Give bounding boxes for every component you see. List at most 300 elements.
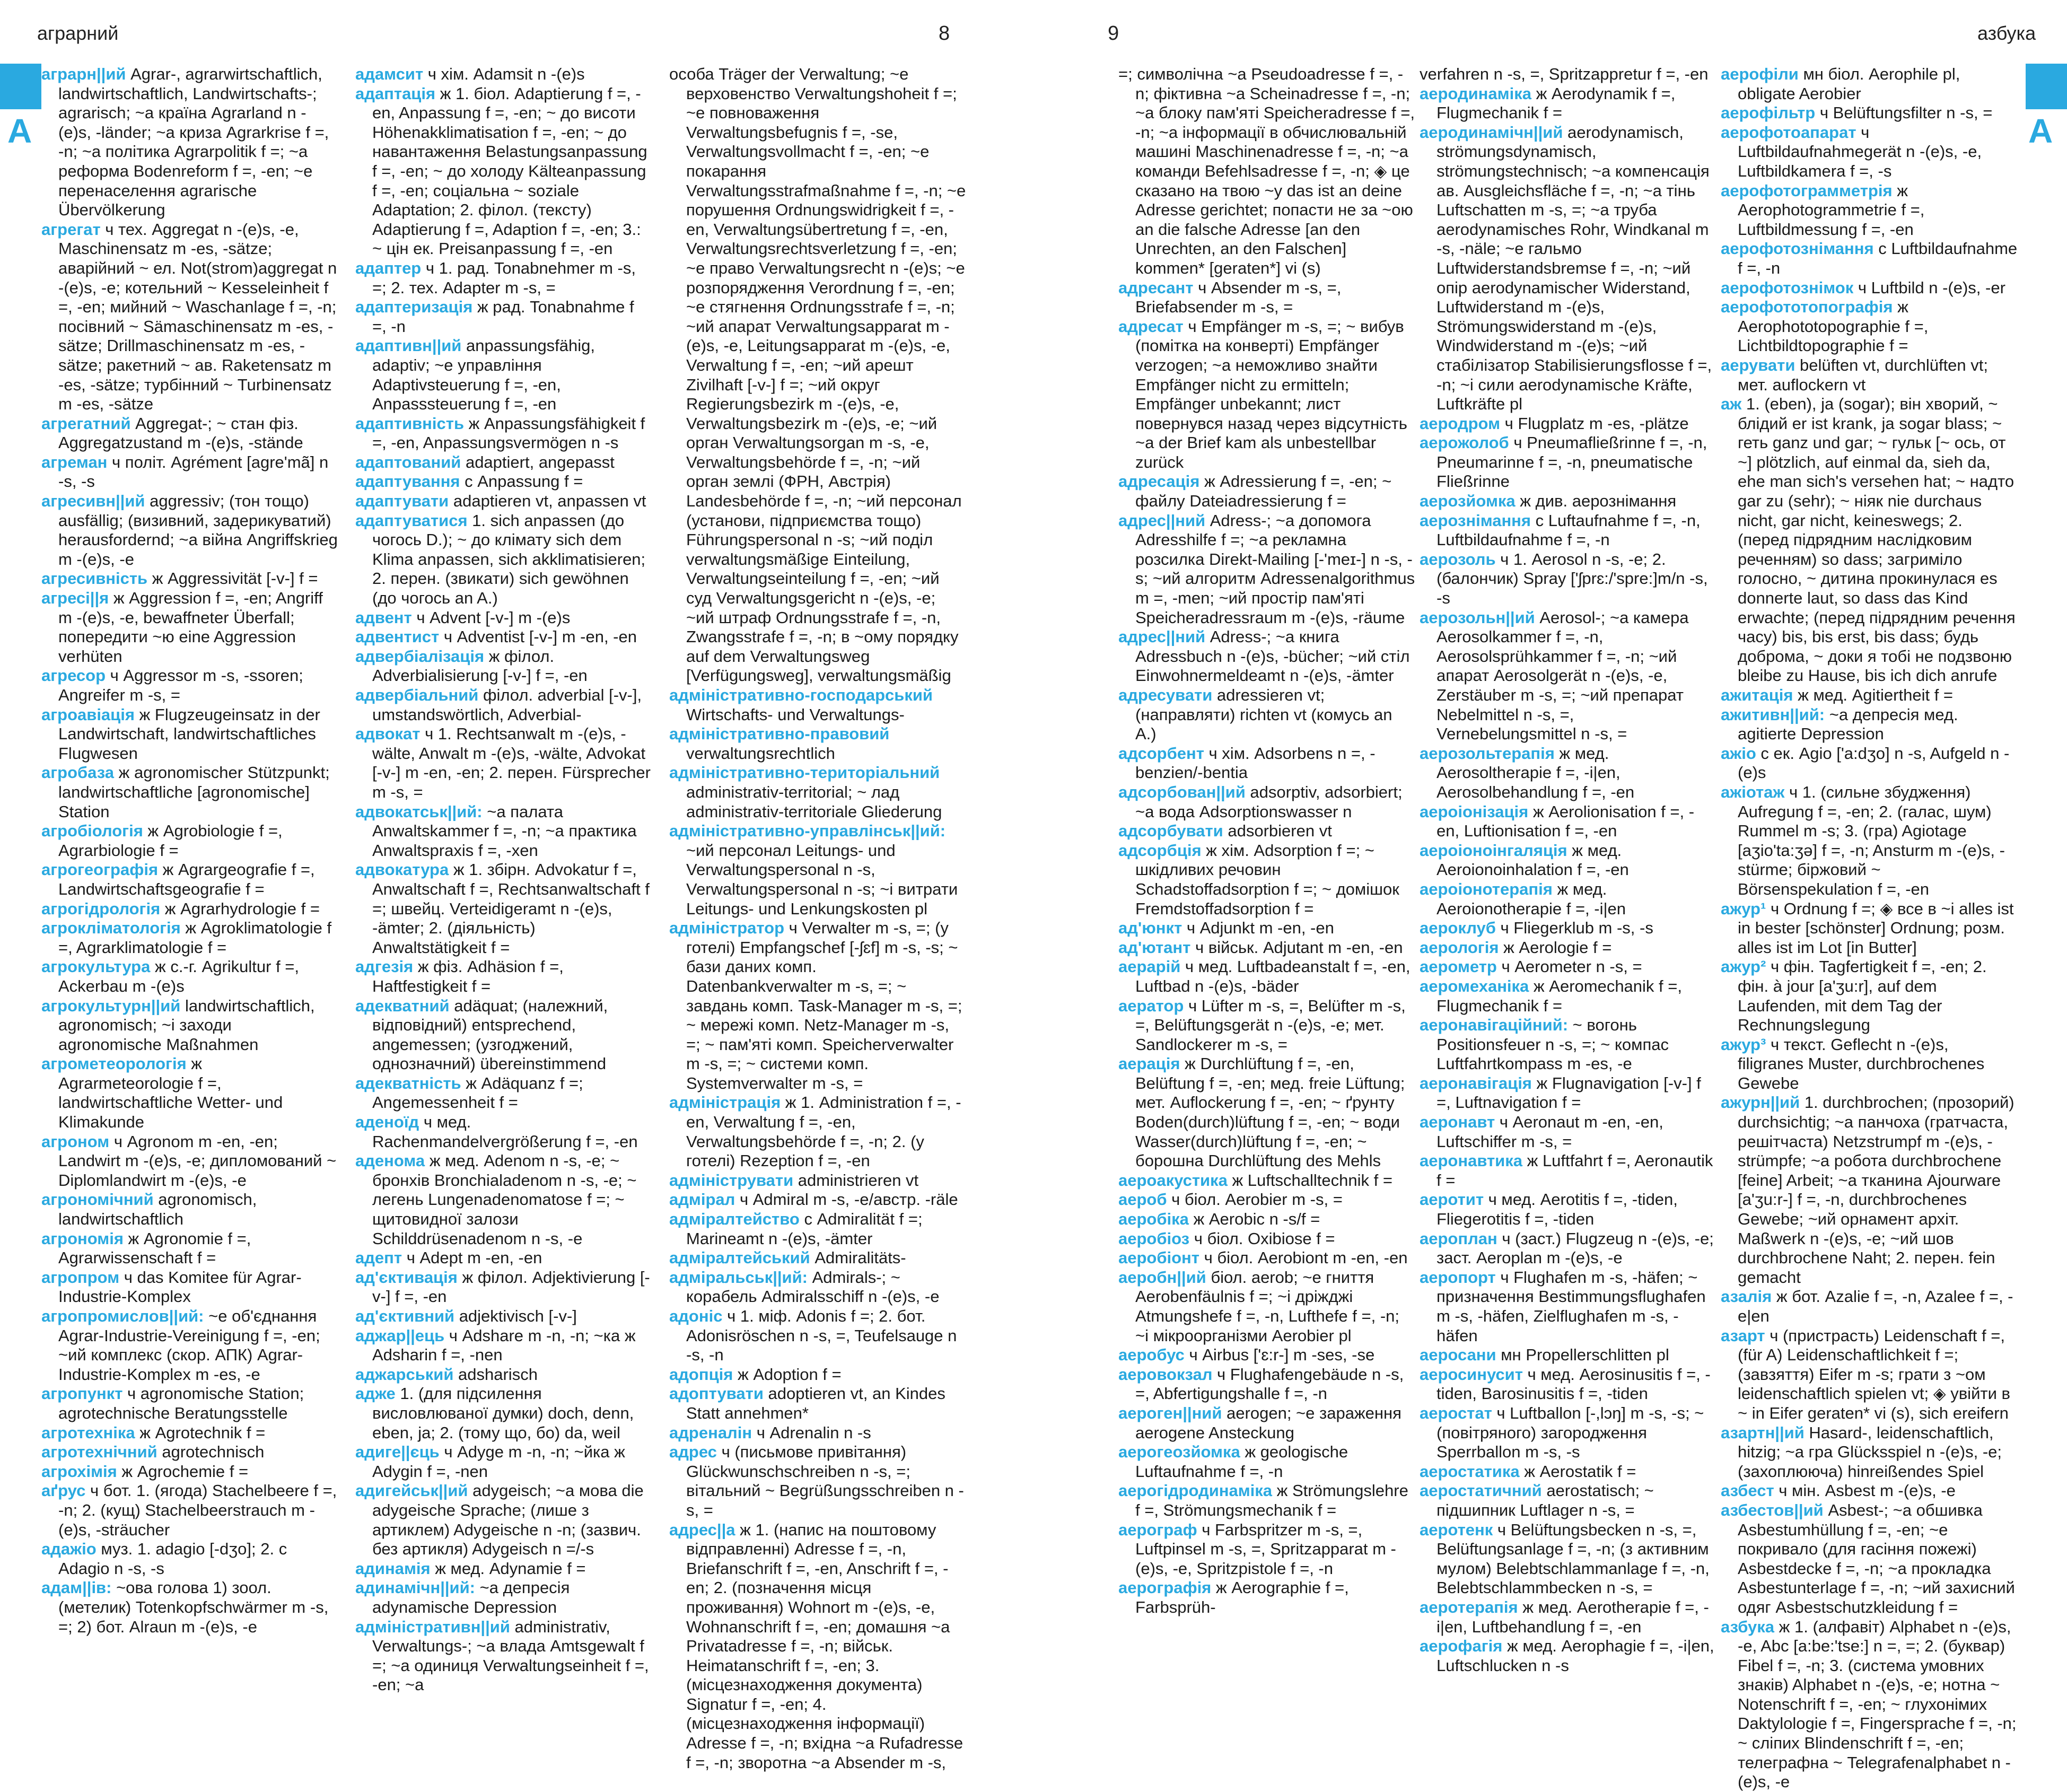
entry-definition: 1. (eben), ja (sogar); він хворий, ~ блідий er ist krank, ja sogar blass; ~ геть ganz und gar; ~ гульк [~ ось, от ~] plötzlich, auf einmal da, sieh da, ehe man sich's versehen hat; ~ надто gar zu (sehr); ~ ніяк nie durchaus nicht, gar nicht, keineswegs; 2. (перед підрядним наслідковим реченням) so dass; загриміло голосно, ~ дитина прокинулася es donnerte laut, so dass das Kind erwachte; (перед підрядним речення часу) bis, bis erst, bis dass; будь доброма, ~ доки я тобі не подзвоню bleibe zu Hause, bis ich dich anrufe xyxy=(1738,395,2016,685)
entry-headword: агресивність xyxy=(41,569,148,588)
entry-definition: ч Ordnung f =; ◈ все в ~і alles ist in bester [schönster] Ordnung; розм. alles ist im Lot [in Butter] xyxy=(1738,899,2014,957)
entry-headword: агрокліматологія xyxy=(41,919,181,938)
entry-headword: адміністративно-управлінськ||ий: xyxy=(669,821,946,841)
entry-headword: адекватність xyxy=(355,1073,461,1092)
entry-definition: Wirtschafts- und Verwaltungs- xyxy=(686,705,905,724)
entry-definition: adygeisch; ~а мова die adygeische Sprache; (лише з артиклем) Adygeische n -n; (зазвич. без артикля) Adygeisch n =/-s xyxy=(372,1481,644,1559)
entry-definition: anpassungsfähig, adaptiv; ~е управління Adaptivsteuerung f =, -en, Anpasssteuerung f =, -en xyxy=(372,336,595,414)
dictionary-entry xyxy=(41,1190,338,1229)
entry-definition: ч Agronom m -en, -en; Landwirt m -(e)s, -e; дипломований ~ Diplomlandwirt m -(e)s, -e xyxy=(58,1132,337,1190)
entry-headword: адсорбент xyxy=(1118,744,1204,763)
dictionary-entry xyxy=(41,589,338,666)
entry-definition: ж мед. Adynamie f = xyxy=(435,1559,586,1578)
entry-headword: аеронавігаційний: xyxy=(1420,1016,1569,1035)
entry-definition: ~а палата Anwaltskammer f =, -n; ~а практика Anwaltspraxis f =, -xen xyxy=(372,802,637,860)
dictionary-entry xyxy=(41,1462,338,1482)
entry-definition: ч Fliegerklub m -s, -s xyxy=(1500,919,1653,938)
dictionary-entry xyxy=(41,821,338,860)
entry-headword: агропункт xyxy=(41,1384,123,1403)
dictionary-entry xyxy=(1118,627,1415,686)
dictionary-entry xyxy=(1721,1326,2018,1423)
dictionary-entry xyxy=(1721,1093,2018,1287)
dictionary-column xyxy=(1118,65,1415,1616)
dictionary-entry xyxy=(1721,1618,2018,1792)
entry-definition: с Admiralität f =; Marineamt n -(e)s, -ämter xyxy=(686,1210,923,1248)
letter-tab-left xyxy=(0,64,41,109)
dictionary-entry xyxy=(1118,1404,1415,1443)
dictionary-entry xyxy=(355,414,652,453)
dictionary-entry xyxy=(41,569,338,589)
dictionary-entry xyxy=(1420,1520,1716,1598)
dictionary-entry xyxy=(1420,1016,1716,1074)
entry-headword: аеробіонт xyxy=(1118,1248,1199,1267)
dictionary-entry xyxy=(355,1559,652,1579)
dictionary-entry xyxy=(355,1113,652,1151)
entry-headword: адаптер xyxy=(355,258,422,277)
dictionary-entry xyxy=(1721,239,2018,278)
entry-headword: адресат xyxy=(1118,317,1184,336)
entry-definition: ж мед. Aerophagie f =, -i|en, Luftschlucken n -s xyxy=(1437,1637,1714,1675)
entry-headword: ажурн||ий xyxy=(1721,1093,1800,1112)
entry-definition: ч agronomische Station; agrotechnische Beratungsstelle xyxy=(58,1384,304,1422)
dictionary-entry xyxy=(1420,744,1716,802)
dictionary-entry xyxy=(1721,298,2018,356)
entry-headword: аеробіоз xyxy=(1118,1229,1190,1248)
entry-headword: аеростатика xyxy=(1420,1462,1520,1481)
entry-definition: ч 1. Aerosol n -s, -e; 2. (балончик) Spray ['ʃprɛ:/'spre:]m/n -s, -s xyxy=(1437,549,1708,608)
entry-headword: аероб xyxy=(1118,1190,1167,1209)
entry-definition: с Luftaufnahme f =, -n, Luftbildaufnahme f =, -n xyxy=(1437,511,1701,549)
entry-headword: адинамічн||ий: xyxy=(355,1578,475,1597)
entry-headword: ажур² xyxy=(1721,957,1766,976)
entry-headword: азбестов||ий xyxy=(1721,1500,1824,1519)
entry-headword: аж xyxy=(1721,395,1742,414)
entry-definition: ч 1. міф. Adonis f =; 2. бот. Adonisröschen n -s, =, Teufelsauge n -s, -n xyxy=(686,1307,957,1365)
entry-headword: аеровокзал xyxy=(1118,1365,1213,1384)
dictionary-entry xyxy=(669,65,966,686)
entry-definition: ч Adrenalin n -s xyxy=(756,1423,871,1442)
dictionary-entry xyxy=(1420,1345,1716,1365)
dictionary-entry xyxy=(41,1384,338,1423)
entry-definition: ч політ. Agrément [agre'mã] n -s, -s xyxy=(58,452,329,491)
dictionary-entry xyxy=(1721,1481,2018,1501)
entry-headword: аерофільтр xyxy=(1721,103,1816,123)
dictionary-entry xyxy=(1118,841,1415,919)
entry-definition: administrieren vt xyxy=(798,1170,919,1190)
dictionary-entry xyxy=(41,1229,338,1268)
entry-headword: адвокатськ||ий: xyxy=(355,802,483,821)
entry-definition: ж мед. Aeroionotherapie f =, -i|en xyxy=(1437,879,1626,918)
entry-headword: аерофотограмметрія xyxy=(1721,181,1893,200)
entry-definition: ч фін. Tagfertigkeit f =, -en; 2. фін. à jour [a'ʒu:r], auf dem Laufenden, mit dem Tag der Rechnungslegung xyxy=(1738,957,1987,1035)
entry-headword: адрес||ний xyxy=(1118,627,1206,646)
entry-definition: ж Anpassungsfähigkeit f =, -en, Anpassungsvermögen n -s xyxy=(372,414,645,452)
dictionary-entry xyxy=(1118,1268,1415,1345)
entry-headword: агротехнічний xyxy=(41,1443,157,1462)
entry-headword: агроавіація xyxy=(41,705,135,724)
entry-definition: ж 1. (алфавіт) Alphabet n -(e)s, -e, Abc [a:be:'tse:] n =, =; 2. (буквар) Fibel f =, -n; 3. (система умовних знаків) Alphabet n -(e)s, -e; нотна ~ Notenschrift f =, -en; ~ глухонімих Daktylologie f =, Fingersprache f =, -n; ~ сліпих Blindenschrift f =, -en; телеграфна ~ Telegrafenalphabet n -(e)s, -e xyxy=(1738,1617,2017,1791)
dictionary-entry xyxy=(1420,1481,1716,1520)
entry-definition: ч мед. Rachenmandelvergrößerung f =, -en xyxy=(372,1113,638,1151)
entry-headword: агробаза xyxy=(41,763,115,782)
entry-definition: ж Flugnavigation [-v-] f =, Luftnavigation f = xyxy=(1437,1073,1701,1112)
entry-definition: ж 1. Administration f =, -en, Verwaltung f =, -en, Verwaltungsbehörde f =, -n; 2. (у готелі) Rezeption f =, -en xyxy=(686,1093,961,1170)
dictionary-entry xyxy=(355,957,652,996)
entry-headword: адресант xyxy=(1118,278,1194,297)
entry-definition: ж с.-г. Agrikultur f =, Ackerbau m -(e)s xyxy=(58,957,300,995)
entry-headword: аеросинусит xyxy=(1420,1365,1523,1384)
entry-definition: adressieren vt; (направляти) richten vt (комусь an A.) xyxy=(1135,686,1392,744)
dictionary-entry xyxy=(1420,84,1716,123)
dictionary-entry xyxy=(355,724,652,802)
dictionary-entry xyxy=(355,996,652,1074)
entry-definition: ч Adjunkt m -en, -en xyxy=(1186,919,1334,938)
entry-definition: ж Flugzeugeinsatz in der Landwirtschaft, landwirtschaftliches Flugwesen xyxy=(58,705,320,763)
entry-headword: аерарій xyxy=(1118,957,1181,976)
dictionary-entry xyxy=(41,453,338,492)
entry-definition: ч Luftbildaufnahmegerät n -(e)s, -e, Luftbildkamera f =, -s xyxy=(1738,123,1982,180)
dictionary-entry xyxy=(1118,744,1415,783)
dictionary-entry xyxy=(1721,1501,2018,1618)
entry-definition: adaptieren vt, anpassen vt xyxy=(453,492,646,511)
dictionary-entry xyxy=(1420,1462,1716,1482)
entry-definition: ч тех. Aggregat n -(e)s, -e, Maschinensatz m -es, -sätze; аварійний ~ ел. Not(strom)aggregat n -(e)s, -e; котельний ~ Kesseleinheit f =, -en; мийний ~ Waschanlage f =, -n; посівний ~ Sämaschinensatz m -es, -sätze; Drillmaschinensatz m -es, -sätze; ракетний ~ ав. Raketensatz m -es, -sätze; турбінний ~ Turbinensatz m -es, -sätze xyxy=(58,220,337,414)
dictionary-entry xyxy=(1118,686,1415,744)
entry-headword: ажіо xyxy=(1721,744,1756,763)
dictionary-entry xyxy=(669,1443,966,1520)
entry-headword: аеросани xyxy=(1420,1345,1496,1365)
entry-definition: adsharisch xyxy=(458,1365,538,1384)
entry-headword: азалія xyxy=(1721,1287,1772,1306)
entry-definition: adäquat; (належний, відповідний) entsprechend, angemessen; (узгоджений, однозначний) übereinstimmend xyxy=(372,996,608,1073)
entry-headword: аероіонізація xyxy=(1420,802,1529,821)
entry-headword: агрономія xyxy=(41,1229,124,1248)
dictionary-entry xyxy=(1118,317,1415,473)
entry-headword: адміністративно-територіальний xyxy=(669,763,940,782)
entry-headword: азартн||ий xyxy=(1721,1423,1805,1442)
dictionary-entry xyxy=(1721,181,2018,240)
dictionary-column xyxy=(355,65,652,1694)
dictionary-entry xyxy=(1420,957,1716,977)
dictionary-entry xyxy=(355,1248,652,1268)
dictionary-entry xyxy=(1118,1578,1415,1617)
entry-headword: аграрн||ий xyxy=(41,65,126,83)
entry-definition: ~ий персонал Leitungs- und Verwaltungspersonal n -s, Verwaltungspersonal n -s; ~і витрати Leitungs- und Lenkungskosten pl xyxy=(686,841,958,918)
entry-definition: ж 1. збірн. Advokatur f =, Anwaltschaft f =, Rechtsanwaltschaft f =; швейц. Verteidigeramt n -(e)s, -ämter; 2. (діяльність) Anwaltstätigkeit f = xyxy=(372,860,650,957)
entry-headword: адигейськ||ий xyxy=(355,1481,468,1500)
entry-definition: ч Adshare m -n, -n; ~ка ж Adsharin f =, -nen xyxy=(372,1326,636,1365)
entry-headword: адсорбувати xyxy=(1118,821,1223,841)
entry-definition: ч Aggressor m -s, -ssoren; Angreifer m -s, = xyxy=(58,666,303,704)
dictionary-entry xyxy=(1118,1365,1415,1404)
dictionary-entry xyxy=(1420,123,1716,414)
entry-headword: адиге||єць xyxy=(355,1443,440,1462)
entry-definition: ж Aerophototopographie f =, Lichtbildtopographie f = xyxy=(1738,298,1929,355)
dictionary-entry xyxy=(1118,1190,1415,1210)
entry-definition: Asbest-; ~а обшивка Asbestumhüllung f =, -en; ~е покривало (для гасіння пожежі) Asbestdecke f =, -n; ~а прокладка Asbestunterlage f =, -n; ~ий захисний одяг Asbestschutzkleidung f = xyxy=(1738,1500,2015,1616)
entry-headword: адміністративно-правовий xyxy=(669,724,890,744)
entry-definition: ж Agrargeografie f =, Landwirtschaftsgeografie f = xyxy=(58,860,315,898)
entry-definition: ч хім. Adamsit n -(e)s xyxy=(427,65,585,83)
entry-headword: аденома xyxy=(355,1151,425,1170)
entry-headword: адвокат xyxy=(355,724,421,744)
entry-definition: ч Adventist [-v-] m -en, -en xyxy=(443,627,637,646)
entry-headword: аероіонотерапія xyxy=(1420,879,1553,898)
entry-headword: агропромислов||ий: xyxy=(41,1307,204,1325)
entry-headword: адміралтейство xyxy=(669,1210,800,1229)
entry-headword: агрохімія xyxy=(41,1462,117,1481)
entry-headword: аерофотознімок xyxy=(1721,278,1854,297)
entry-definition: agrotechnisch xyxy=(162,1443,265,1462)
dictionary-entry xyxy=(355,647,652,686)
dictionary-entry xyxy=(669,1190,966,1210)
entry-definition: с ек. Agio ['a:dʒo] n -s, Aufgeld n -(e)s xyxy=(1738,744,2010,782)
dictionary-entry xyxy=(1420,1074,1716,1113)
dictionary-entry xyxy=(1420,511,1716,550)
entry-headword: адаптивн||ий xyxy=(355,336,462,355)
entry-headword: агроном xyxy=(41,1132,110,1151)
dictionary-entry xyxy=(1721,395,2018,686)
entry-definition: 1. durchbrochen; (прозорий) durchsichtig; ~а панчоха (гратчаста, решітчаста) Netzstrumpf m -(e)s, -strümpfe; ~а робота durchbrochene [feine] Arbeit; ~а тканина Ajourware [a'ʒu:r-] f =, -n, durchbrochenes Gewebe; ~ий орнамент архіт. Maßwerk n -(e)s, -e; ~ий шов durchbrochene Naht; 2. перен. fein gemacht xyxy=(1738,1093,2015,1287)
entry-headword: аерограф xyxy=(1118,1520,1197,1539)
entry-definition: ч Flughafen m -s, -häfen; ~ призначення Bestimmungsflughafen m -s, -häfen, Zielflughafen m -s, -häfen xyxy=(1437,1267,1706,1345)
entry-definition: ч (письмове привітання) Glückwunschschreiben n -s, =; вітальний ~ Begrüßungsschreiben n -s, = xyxy=(686,1443,964,1519)
entry-headword: аеродром xyxy=(1420,414,1501,433)
entry-headword: адекватний xyxy=(355,996,450,1015)
dictionary-entry xyxy=(1721,686,2018,705)
entry-headword: аеромеханіка xyxy=(1420,976,1529,995)
dictionary-entry xyxy=(669,1210,966,1248)
entry-headword: адміністрація xyxy=(669,1093,781,1112)
entry-definition: ч Adept m -en, -en xyxy=(406,1248,542,1267)
dictionary-entry xyxy=(1420,1229,1716,1268)
entry-headword: аерофагія xyxy=(1420,1637,1503,1656)
entry-definition: муз. 1. adagio [-dʒo]; 2. с Adagio n -s, -s xyxy=(58,1540,287,1578)
dictionary-entry xyxy=(669,1248,966,1268)
entry-definition: 1. (для підсилення висловлюваної думки) doch, denn, eben, ja; 2. (тому що, бо) da, weil xyxy=(372,1384,634,1442)
entry-definition: ч Verwalter m -s, =; (у готелі) Empfangschef [-ʃɛf] m -s, -s; ~ бази даних комп. Datenbankverwalter m -s, =; ~ завдань комп. Task-Manager m -s, =; ~ мережі комп. Netz-Manager m -s, =; ~ пам'яті комп. Speicherverwalter m -s, =; ~ системи комп. Systemverwalter m -s, = xyxy=(686,919,962,1092)
entry-headword: аерозольтерапія xyxy=(1420,744,1555,763)
entry-headword: адже xyxy=(355,1384,396,1403)
entry-definition: ч Farbspritzer m -s, =, Luftpinsel m -s, =, Spritzapparat m -(e)s, -e, Spritzpistole f =, -n xyxy=(1135,1520,1396,1578)
entry-definition: ж agronomischer Stützpunkt; landwirtschaftliche [agronomische] Station xyxy=(58,763,330,821)
entry-definition: ~а депресія adynamische Depression xyxy=(372,1578,570,1616)
entry-headword: аеронавтика xyxy=(1420,1151,1522,1170)
entry-definition: ж Luftschalltechnik f = xyxy=(1232,1170,1392,1190)
dictionary-entry xyxy=(1420,433,1716,492)
dictionary-entry xyxy=(355,1443,652,1481)
dictionary-entry xyxy=(41,1054,338,1132)
dictionary-entry xyxy=(355,1074,652,1113)
dictionary-entry xyxy=(1118,1520,1415,1579)
entry-definition: ч військ. Adjutant m -en, -en xyxy=(1195,938,1403,957)
entry-headword: адаптований xyxy=(355,452,461,471)
entry-headword: агреман xyxy=(41,452,108,471)
entry-headword: аеродинаміка xyxy=(1420,84,1531,103)
entry-headword: аероплан xyxy=(1420,1229,1497,1248)
entry-headword: агрогідрологія xyxy=(41,899,161,918)
entry-headword: аеропорт xyxy=(1420,1267,1496,1287)
entry-definition: ч Empfänger m -s, =; ~ вибув (помітка на конверті) Empfänger verzogen; ~а неможливо знайти Empfänger nicht zu ermitteln; Empfänger unbekannt; лист повернувся назад через відсутність ~а der Brief kam als unbestellbar zurück xyxy=(1135,317,1407,471)
entry-headword: адвент xyxy=(355,608,412,627)
entry-headword: азбест xyxy=(1721,1481,1774,1500)
dictionary-entry xyxy=(1420,1190,1716,1229)
entry-definition: ж фіз. Adhäsion f =, Haftfestigkeit f = xyxy=(372,957,564,995)
dictionary-entry xyxy=(355,1384,652,1443)
entry-definition: ч Belüftungsbecken n -s, =, Belüftungsanlage f =, -n; (з активним мулом) Belebtschlammanlage f =, -n, Belebtschlammbecken n -s, = xyxy=(1437,1520,1710,1597)
entry-headword: адміністратор xyxy=(669,919,785,938)
letter-tab-right xyxy=(2026,64,2067,109)
entry-headword: аерогідродинаміка xyxy=(1118,1481,1273,1500)
entry-headword: агресі||я xyxy=(41,589,109,608)
dictionary-entry xyxy=(1721,278,2018,298)
dictionary-entry xyxy=(1420,1113,1716,1151)
entry-definition: ч Pneumafließrinne f =, -n, Pneumarinne f =, -n, pneumatische Fließrinne xyxy=(1437,433,1707,491)
entry-definition: aggressiv; (тон тощо) ausfällig; (визивний, задерикуватий) herausfordernd; ~а війна Angriffskrieg m -(e)s, -e xyxy=(58,492,338,569)
entry-definition: ч біол. Oxibiose f = xyxy=(1194,1229,1335,1248)
entry-headword: адвентист xyxy=(355,627,440,646)
entry-definition: ч Luftbild n -(e)s, -er xyxy=(1858,278,2005,297)
entry-headword: аеробн||ий xyxy=(1118,1267,1206,1287)
entry-headword: агресор xyxy=(41,666,106,685)
entry-headword: аджарський xyxy=(355,1365,454,1384)
entry-definition: ж Aeromechanik f =, Flugmechanik f = xyxy=(1437,976,1682,1015)
dictionary-entry xyxy=(1420,1598,1716,1637)
entry-definition: ж Aerophotogrammetrie f =, Luftbildmessung f =, -en xyxy=(1738,181,1925,239)
dictionary-entry xyxy=(1420,802,1716,841)
entry-definition: ж Luftfahrt f =, Aeronautik f = xyxy=(1437,1151,1713,1190)
entry-headword: аеротенк xyxy=(1420,1520,1493,1539)
dictionary-entry xyxy=(669,1093,966,1170)
entry-headword: аерознімання xyxy=(1420,511,1531,530)
entry-definition: ж Durchlüftung f =, -en, Belüftung f =, -en; мед. freie Lüftung; мет. Auflockerung f =, -en; ~ ґрунту Boden(durch)lüftung f =, -en; ~ води Wasser(durch)lüftung f =, -en; ~ борошна Durchlüftung des Mehls xyxy=(1135,1054,1405,1170)
entry-definition: ж Aerolionisation f =, -en, Luftionisation f =, -en xyxy=(1437,802,1695,841)
entry-definition: ~ова голова 1) зоол. (метелик) Totenkopfschwärmer m -s, =; 2) бот. Alraun m -(e)s, -e xyxy=(58,1578,329,1636)
entry-headword: аерозольн||ий xyxy=(1420,608,1535,627)
entry-headword: аероіоноінгаляція xyxy=(1420,841,1567,860)
entry-definition: ж мед. Agitiertheit f = xyxy=(1798,686,1954,704)
entry-headword: аерозйомка xyxy=(1420,492,1516,511)
entry-headword: адреналін xyxy=(669,1423,752,1442)
dictionary-entry xyxy=(669,1423,966,1443)
entry-headword: адаптувати xyxy=(355,492,449,511)
entry-definition: ж 1. біол. Adaptierung f =, -en, Anpassung f =, -en; ~ до висоти Höhenakklimatisation f =, -en; ~ до навантаження Belastungsanpassung f =, -en; ~ до холоду Kälteanpassung f =, -en; соціальна ~ soziale Adaptation; 2. філол. (тексту) Adaptierung f =, Adaption f =, -en; 3.: ~ цін ек. Preisanpassung f =, -en xyxy=(372,84,647,258)
entry-headword: агрономічний xyxy=(41,1190,154,1209)
dictionary-entry xyxy=(669,1520,966,1773)
dictionary-entry xyxy=(1118,1210,1415,1229)
entry-headword: адаптуватися xyxy=(355,511,468,530)
entry-headword: аероакустика xyxy=(1118,1170,1228,1190)
entry-definition: мн Propellerschlitten pl xyxy=(1501,1345,1669,1365)
dictionary-column xyxy=(41,65,338,1636)
entry-definition: adaptiert, angepasst xyxy=(465,452,615,471)
entry-headword: аеробус xyxy=(1118,1345,1185,1365)
entry-headword: аерографія xyxy=(1118,1578,1212,1597)
dictionary-entry xyxy=(1420,550,1716,608)
entry-headword: ад'єктивний xyxy=(355,1307,455,1325)
entry-headword: ад'юнкт xyxy=(1118,919,1183,938)
entry-definition: ж див. аерознімання xyxy=(1520,492,1677,511)
entry-headword: агресивн||ий xyxy=(41,492,145,511)
dictionary-entry xyxy=(669,1365,966,1385)
dictionary-entry xyxy=(1118,957,1415,996)
dictionary-entry xyxy=(1420,608,1716,744)
dictionary-entry xyxy=(355,472,652,492)
entry-headword: ажитивн||ий: xyxy=(1721,705,1825,724)
dictionary-entry xyxy=(1721,1035,2018,1094)
dictionary-entry xyxy=(355,492,652,511)
entry-definition: ~а депресія мед. agitierte Depression xyxy=(1738,705,1958,744)
entry-definition: aerodynamisch, strömungsdynamisch, strömungstechnisch; ~а компенсація ав. Ausgleichsfläche f =, -n; ~а тінь Luftschatten m -s, =; ~а труба aerodynamisches Rohr, Windkanal m -s, -näle; ~е гальмо Luftwiderstandsbremse f =, -n; ~ий опір aerodynamischer Widerstand, Luftwiderstand m -(e)s, Strömungswiderstand m -(e)s, Windwiderstand m -(e)s; ~ий стабілізатор Stabilisierungsflosse f =, -n; ~і сили aerodynamische Kräfte, Luftkräfte pl xyxy=(1437,123,1712,414)
entry-headword: ажитація xyxy=(1721,686,1793,704)
entry-definition: ч мед. Luftbadeanstalt f =, -en, Luftbad n -(e)s, -bäder xyxy=(1135,957,1411,995)
entry-headword: ажіотаж xyxy=(1721,782,1785,801)
entry-definition: administrativ, Verwaltungs-; ~а влада Amtsgewalt f =; ~а одиниця Verwaltungseinheit f =, -en; ~а xyxy=(372,1617,649,1694)
dictionary-entry xyxy=(355,686,652,724)
entry-headword: аерометр xyxy=(1420,957,1497,976)
entry-headword: агропром xyxy=(41,1267,120,1287)
entry-headword: азбука xyxy=(1721,1617,1774,1636)
entry-headword: аерувати xyxy=(1721,355,1796,374)
dictionary-entry xyxy=(1420,1637,1716,1675)
dictionary-entry xyxy=(1118,278,1415,317)
dictionary-entry xyxy=(1420,938,1716,958)
entry-definition: ж Agroklimatologie f =, Agrarklimatologie f = xyxy=(58,919,332,957)
dictionary-column xyxy=(1420,65,1716,1675)
entry-definition: ч 1. Rechtsanwalt m -(e)s, -wälte, Anwalt m -(e)s, -wälte, Advokat [-v-] m -en, -en; 2. перен. Fürsprecher m -s, = xyxy=(372,724,651,801)
entry-headword: аеростат xyxy=(1420,1403,1492,1422)
running-head-left: аграрний xyxy=(37,22,119,44)
entry-definition: ж філол. Adjektivierung [-v-] f =, -en xyxy=(372,1267,650,1306)
entry-definition: Admirals-; ~ корабель Admiralsschiff n -(e)s, -e xyxy=(686,1267,940,1306)
entry-definition: ч (пристрасть) Leidenschaft f =, (für A) Leidenschaftlichkeit f =; (завзяття) Eifer m -s; грати з ~ом leidenschaftlich spielen vt; ◈ увійти в ~ in Eifer geraten* vi (s), sich ereifern xyxy=(1738,1326,2010,1422)
entry-headword: аеронавігація xyxy=(1420,1073,1532,1092)
dictionary-entry xyxy=(355,608,652,628)
dictionary-entry xyxy=(669,724,966,763)
entry-definition: ж філол. Adverbialisierung [-v-] f =, -en xyxy=(372,646,588,685)
tab-letter-left: А xyxy=(7,112,32,150)
entry-definition: Admiralitäts- xyxy=(814,1248,906,1267)
entry-definition: ч das Komitee für Agrar-Industrie-Komplex xyxy=(58,1267,302,1306)
entry-headword: адвокатура xyxy=(355,860,449,879)
dictionary-entry xyxy=(41,763,338,821)
dictionary-entry xyxy=(355,298,652,336)
entry-headword: аерогеозйомка xyxy=(1118,1443,1240,1462)
dictionary-entry xyxy=(41,1423,338,1443)
dictionary-entry xyxy=(355,511,652,608)
entry-headword: азарт xyxy=(1721,1326,1765,1345)
dictionary-entry xyxy=(41,860,338,899)
entry-definition: біол. aerob; ~е гниття Aerobenfäulnis f =; ~і дріжджі Atmungshefe f =, -n, Lufthefe f =, -n; ~і мікроорганізми Aerobier pl xyxy=(1135,1267,1400,1345)
dictionary-entry xyxy=(355,1326,652,1365)
dictionary-entry xyxy=(355,1578,652,1617)
entry-headword: агрегат xyxy=(41,220,101,239)
entry-definition: administrativ-territorial; ~ лад administrativ-territoriale Gliederung xyxy=(686,782,942,821)
entry-definition: Adress-; ~а допомога Adresshilfe f =; ~а рекламна розсилка Direkt-Mailing [-'meɪ-] n -s, -s; ~ий алгоритм Adressenalgorithmus m =, -men; ~ий простір пам'яті Speicheradressraum m -(e)s, -räume xyxy=(1135,511,1415,627)
dictionary-entry xyxy=(1118,1345,1415,1365)
entry-definition: ч Flugplatz m -es, -plätze xyxy=(1504,414,1689,433)
dictionary-entry xyxy=(355,65,652,84)
entry-definition: ж geologische Luftaufnahme f =, -n xyxy=(1135,1443,1348,1481)
entry-definition: Adress-; ~а книга Adressbuch n -(e)s, -bücher; ~ий стіл Einwohnermeldeamt n -(e)s, -ämter xyxy=(1135,627,1410,685)
dictionary-entry xyxy=(41,1578,338,1637)
dictionary-entry xyxy=(1118,783,1415,821)
entry-definition: ж Aggressivität [-v-] f = xyxy=(152,569,318,588)
dictionary-entry xyxy=(1721,899,2018,958)
entry-definition: ч хім. Adsorbens n =, -benzien/-bentia xyxy=(1135,744,1376,782)
dictionary-entry xyxy=(1118,996,1415,1055)
entry-definition: ч біол. Aerobier m -s, = xyxy=(1171,1190,1343,1209)
